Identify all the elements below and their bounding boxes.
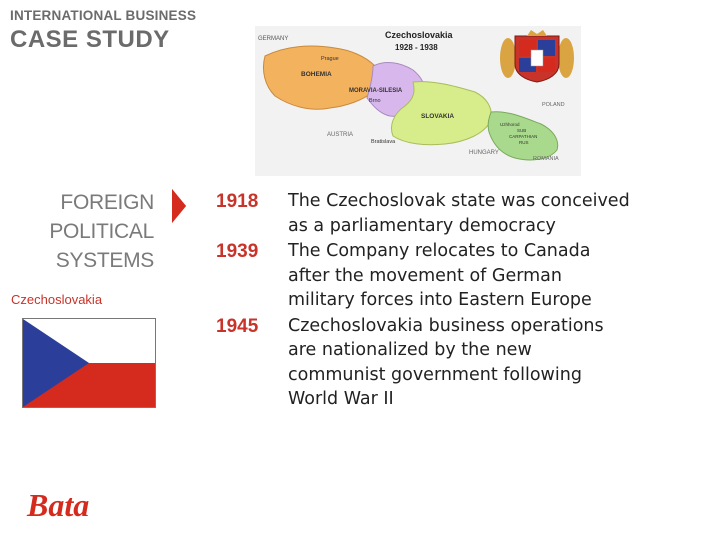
map-label-germany: GERMANY bbox=[258, 36, 289, 42]
event-text-line: World War II bbox=[288, 389, 394, 409]
event-text-line: communist government following bbox=[288, 364, 582, 385]
event-text bbox=[288, 314, 604, 412]
event-text-line: military forces into Eastern Europe bbox=[288, 290, 592, 310]
brand-title-line2: CASE STUDY bbox=[10, 26, 170, 53]
event-year: 1945 bbox=[216, 315, 259, 337]
event-text bbox=[288, 189, 630, 238]
event-year: 1918 bbox=[216, 191, 259, 212]
coat-of-arms-icon bbox=[497, 28, 577, 84]
map-label-prague: Prague bbox=[321, 56, 339, 62]
map-label-carpathian-2: CARPATHIAN bbox=[509, 134, 538, 139]
bata-logo bbox=[25, 490, 150, 527]
chevron-right-icon bbox=[169, 183, 191, 234]
svg-text:Bata: Bata bbox=[27, 490, 90, 522]
event-text-line: The Czechoslovak state was conceived bbox=[288, 191, 630, 211]
event-text-line: after the movement of German bbox=[288, 265, 562, 286]
brand-title-line1: INTERNATIONAL BUSINESS bbox=[10, 8, 197, 23]
map-label-carpathian-3: RUS bbox=[519, 140, 529, 145]
event-text bbox=[288, 239, 592, 313]
event-text-line: The Company relocates to Canada bbox=[288, 241, 591, 261]
map-label-carpathian-1: SUB bbox=[517, 128, 527, 133]
event-row bbox=[216, 314, 696, 412]
event-text-line: Czechoslovakia business operations bbox=[288, 315, 604, 336]
event-text-line: as a parliamentary democracy bbox=[288, 215, 556, 236]
map-label-moravia: MORAVIA-SILESIA bbox=[349, 88, 403, 94]
map-label-hungary: HUNGARY bbox=[469, 150, 499, 156]
section-title-line: FOREIGN bbox=[60, 191, 154, 214]
map-label-bohemia: BOHEMIA bbox=[301, 71, 332, 78]
sidebar bbox=[0, 0, 197, 546]
map-label-poland: POLAND bbox=[542, 102, 565, 108]
event-row bbox=[216, 189, 696, 238]
section-title bbox=[4, 188, 154, 275]
map-title: Czechoslovakia bbox=[385, 30, 453, 40]
event-row bbox=[216, 239, 696, 313]
map-label-austria: AUSTRIA bbox=[327, 132, 354, 138]
section-title-line: POLITICAL bbox=[49, 220, 154, 243]
map-label-romania: ROMANIA bbox=[533, 156, 559, 162]
event-year: 1939 bbox=[216, 241, 259, 262]
country-label: Czechoslovakia bbox=[11, 292, 103, 307]
events-list bbox=[216, 189, 696, 413]
event-text-line: are nationalized by the new bbox=[288, 340, 532, 360]
map-label-brno: Brno bbox=[369, 98, 381, 104]
czechoslovakia-flag bbox=[22, 318, 156, 408]
map-years: 1928 - 1938 bbox=[395, 43, 438, 52]
section-title-line: SYSTEMS bbox=[55, 249, 154, 272]
map-label-uzhorod: Uzhhorod bbox=[500, 122, 520, 127]
map-label-slovakia: SLOVAKIA bbox=[421, 113, 455, 120]
map-label-bratislava: Bratislava bbox=[371, 139, 396, 145]
